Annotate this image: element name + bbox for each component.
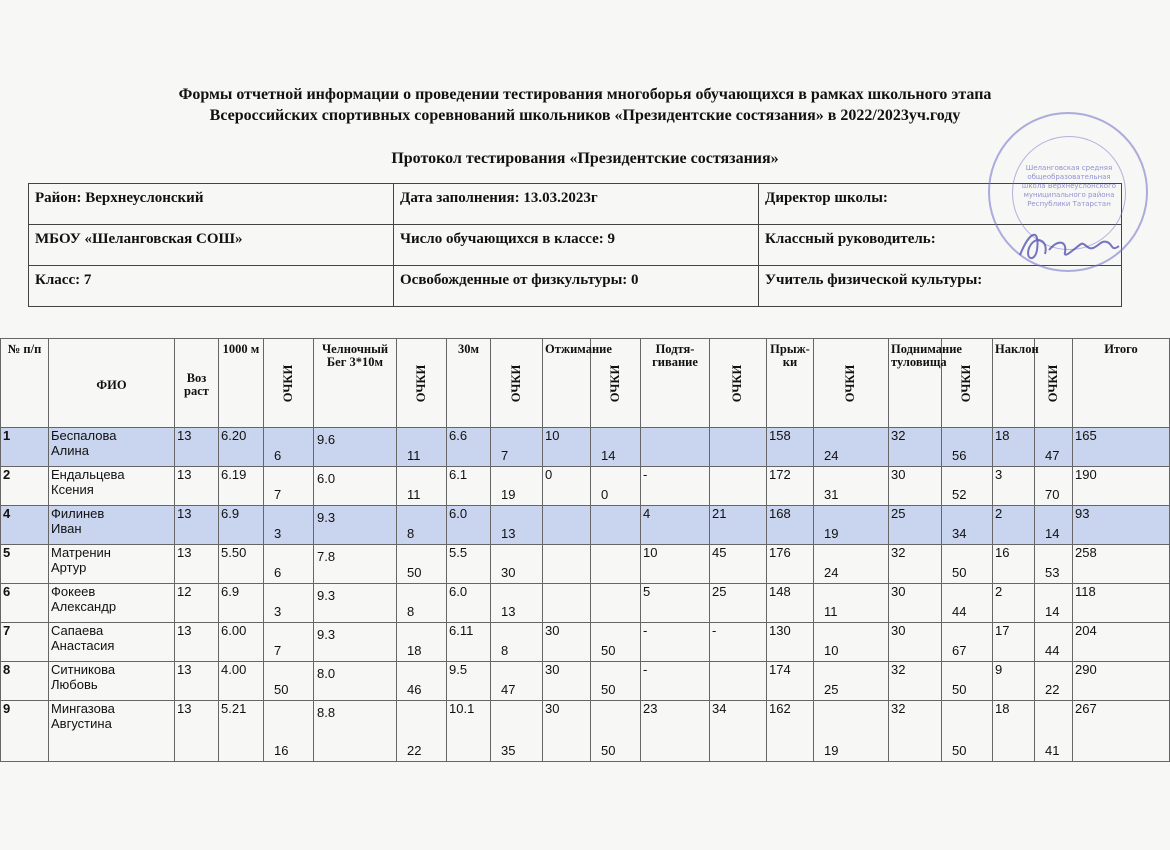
header-situps: Поднимание туловища [889, 339, 942, 428]
cell-value: 56 [952, 448, 967, 463]
cell-bend: 17 [993, 623, 1035, 662]
header-points: ОЧКИ [591, 339, 641, 428]
cell-push [543, 584, 591, 623]
header-fio: ФИО [49, 339, 175, 428]
cell-pshuttle [397, 545, 447, 584]
cell-pbend [1035, 506, 1073, 545]
cell-pull: 23 [641, 701, 710, 762]
cell-sit: 30 [889, 584, 942, 623]
director-cell: Директор школы: [759, 184, 1122, 225]
cell-r30: 10.1 [447, 701, 491, 762]
cell-p1000 [264, 467, 314, 506]
cell-r1000: 6.19 [219, 467, 264, 506]
cell-age: 13 [175, 545, 219, 584]
cell-pshuttle [397, 662, 447, 701]
cell-value: 50 [601, 743, 616, 758]
cell-sit: 32 [889, 662, 942, 701]
cell-age: 13 [175, 662, 219, 701]
fio-name: Ксения [51, 482, 94, 497]
cell-bend: 9 [993, 662, 1035, 701]
cell-jump: 148 [767, 584, 814, 623]
cell-value: 9.3 [317, 588, 336, 603]
title-line-2: Всероссийских спортивных соревнований школьников «Президентские состязания» в 2022/2023уч.году [209, 107, 961, 124]
cell-n: 4 [1, 506, 49, 545]
cell-shuttle [314, 584, 397, 623]
cell-value: 14 [601, 448, 616, 463]
cell-p30 [491, 662, 543, 701]
cell-psit [942, 701, 993, 762]
cell-pshuttle [397, 506, 447, 545]
cell-p1000 [264, 428, 314, 467]
cell-pull: 5 [641, 584, 710, 623]
cell-value: 30 [501, 565, 516, 580]
cell-ppush [591, 623, 641, 662]
cell-sit: 32 [889, 428, 942, 467]
header-pullups: Подтя-гивание [641, 339, 710, 428]
cell-shuttle [314, 662, 397, 701]
cell-p30 [491, 428, 543, 467]
cell-r30: 6.11 [447, 623, 491, 662]
cell-p1000 [264, 584, 314, 623]
info-table [28, 183, 1122, 307]
students-cell: Число обучающихся в классе: 9 [394, 225, 759, 266]
header-points: ОЧКИ [1035, 339, 1073, 428]
class-cell: Класс: 7 [29, 266, 394, 307]
cell-value: 9.3 [317, 510, 336, 525]
cell-pbend [1035, 623, 1073, 662]
cell-value: 50 [601, 682, 616, 697]
cell-value: 50 [601, 643, 616, 658]
cell-ppush [591, 701, 641, 762]
cell-total: 190 [1073, 467, 1170, 506]
cell-ppull: 34 [710, 701, 767, 762]
cell-fio [49, 467, 175, 506]
cell-value: 8.0 [317, 666, 336, 681]
cell-value: 7.8 [317, 549, 336, 564]
cell-bend: 18 [993, 701, 1035, 762]
cell-pjump [814, 545, 889, 584]
cell-value: 24 [824, 448, 839, 463]
cell-value: 41 [1045, 743, 1060, 758]
cell-value: 35 [501, 743, 516, 758]
table-row [1, 506, 1170, 545]
school-cell: МБОУ «Шеланговская СОШ» [29, 225, 394, 266]
cell-value: 50 [952, 682, 967, 697]
cell-value: 6 [274, 565, 282, 580]
cell-ppush [591, 584, 641, 623]
cell-value: 10 [824, 643, 839, 658]
fio-surname: Ендальцева [51, 467, 125, 482]
cell-pull: 4 [641, 506, 710, 545]
cell-bend: 2 [993, 584, 1035, 623]
protocol-title: Протокол тестирования «Президентские состязания» [391, 150, 779, 167]
header-jump: Прыж-ки [767, 339, 814, 428]
cell-ppush [591, 467, 641, 506]
cell-value: 19 [824, 526, 839, 541]
results-table [0, 338, 1170, 762]
cell-p1000 [264, 623, 314, 662]
cell-total: 204 [1073, 623, 1170, 662]
cell-ppush [591, 428, 641, 467]
cell-pjump [814, 506, 889, 545]
cell-push: 30 [543, 623, 591, 662]
header-points: ОЧКИ [264, 339, 314, 428]
cell-fio [49, 428, 175, 467]
cell-jump: 174 [767, 662, 814, 701]
cell-p1000 [264, 701, 314, 762]
cell-p30 [491, 506, 543, 545]
cell-ppush [591, 506, 641, 545]
header-age: Воз раст [175, 339, 219, 428]
cell-value: 9.6 [317, 432, 336, 447]
cell-jump: 130 [767, 623, 814, 662]
cell-ppull: 21 [710, 506, 767, 545]
cell-value: 19 [501, 487, 516, 502]
cell-p30 [491, 584, 543, 623]
cell-total: 165 [1073, 428, 1170, 467]
cell-value: 47 [501, 682, 516, 697]
cell-value: 8.8 [317, 705, 336, 720]
cell-psit [942, 662, 993, 701]
cell-value: 3 [274, 604, 282, 619]
class-teacher-cell: Классный руководитель: [759, 225, 1122, 266]
cell-value: 11 [407, 448, 421, 463]
cell-sit: 32 [889, 545, 942, 584]
cell-ppush [591, 545, 641, 584]
cell-value: 7 [501, 448, 509, 463]
cell-value: 8 [407, 526, 415, 541]
cell-psit [942, 623, 993, 662]
header-points: ОЧКИ [397, 339, 447, 428]
cell-pjump [814, 428, 889, 467]
district-cell: Район: Верхнеуслонский [29, 184, 394, 225]
fio-surname: Фокеев [51, 584, 96, 599]
cell-age: 13 [175, 623, 219, 662]
cell-n: 6 [1, 584, 49, 623]
header-n: № п/п [1, 339, 49, 428]
fio-surname: Сапаева [51, 623, 104, 638]
fio-name: Александр [51, 599, 117, 614]
header-pushups: Отжимание [543, 339, 591, 428]
cell-pjump [814, 701, 889, 762]
cell-value: 8 [501, 643, 509, 658]
cell-r1000: 5.21 [219, 701, 264, 762]
cell-push [543, 545, 591, 584]
cell-p30 [491, 701, 543, 762]
cell-pshuttle [397, 584, 447, 623]
cell-r1000: 5.50 [219, 545, 264, 584]
cell-value: 13 [501, 604, 516, 619]
cell-value: 44 [952, 604, 967, 619]
cell-value: 11 [407, 487, 421, 502]
cell-ppull [710, 428, 767, 467]
fio-surname: Филинев [51, 506, 105, 521]
cell-ppull [710, 662, 767, 701]
cell-r30: 6.0 [447, 506, 491, 545]
fio-surname: Ситникова [51, 662, 116, 677]
cell-value: 31 [824, 487, 839, 502]
cell-pull: 10 [641, 545, 710, 584]
cell-p1000 [264, 545, 314, 584]
cell-jump: 176 [767, 545, 814, 584]
cell-pjump [814, 662, 889, 701]
cell-value: 0 [601, 487, 609, 502]
cell-pbend [1035, 467, 1073, 506]
cell-ppush [591, 662, 641, 701]
cell-p30 [491, 545, 543, 584]
cell-pbend [1035, 428, 1073, 467]
cell-value: 25 [824, 682, 839, 697]
cell-psit [942, 428, 993, 467]
cell-push: 0 [543, 467, 591, 506]
cell-r30: 9.5 [447, 662, 491, 701]
cell-value: 19 [824, 743, 839, 758]
header-1000m: 1000 м [219, 339, 264, 428]
fio-surname: Беспалова [51, 428, 117, 443]
cell-jump: 168 [767, 506, 814, 545]
table-row [1, 623, 1170, 662]
cell-sit: 30 [889, 467, 942, 506]
fio-surname: Матренин [51, 545, 111, 560]
cell-total: 290 [1073, 662, 1170, 701]
cell-r1000: 6.9 [219, 584, 264, 623]
cell-push: 30 [543, 662, 591, 701]
cell-shuttle [314, 467, 397, 506]
table-row [1, 701, 1170, 762]
cell-value: 7 [274, 643, 282, 658]
cell-value: 6.0 [317, 471, 336, 486]
cell-age: 13 [175, 467, 219, 506]
header-points: ОЧКИ [942, 339, 993, 428]
cell-pbend [1035, 545, 1073, 584]
header-30m: 30м [447, 339, 491, 428]
cell-p30 [491, 467, 543, 506]
cell-psit [942, 506, 993, 545]
cell-value: 6 [274, 448, 282, 463]
cell-push: 10 [543, 428, 591, 467]
cell-pbend [1035, 701, 1073, 762]
cell-bend: 16 [993, 545, 1035, 584]
cell-p1000 [264, 506, 314, 545]
cell-pjump [814, 623, 889, 662]
cell-pshuttle [397, 428, 447, 467]
cell-sit: 32 [889, 701, 942, 762]
fio-name: Августина [51, 716, 112, 731]
cell-value: 16 [274, 743, 289, 758]
cell-value: 50 [274, 682, 289, 697]
cell-n: 5 [1, 545, 49, 584]
cell-r1000: 6.9 [219, 506, 264, 545]
cell-shuttle [314, 428, 397, 467]
cell-value: 3 [274, 526, 282, 541]
cell-ppull [710, 467, 767, 506]
cell-pull: - [641, 467, 710, 506]
cell-push: 30 [543, 701, 591, 762]
cell-fio [49, 623, 175, 662]
cell-value: 47 [1045, 448, 1060, 463]
cell-value: 18 [407, 643, 422, 658]
cell-fio [49, 662, 175, 701]
cell-bend: 2 [993, 506, 1035, 545]
cell-value: 9.3 [317, 627, 336, 642]
cell-jump: 162 [767, 701, 814, 762]
cell-n: 8 [1, 662, 49, 701]
cell-total: 118 [1073, 584, 1170, 623]
exempt-cell: Освобожденные от физкультуры: 0 [394, 266, 759, 307]
cell-jump: 158 [767, 428, 814, 467]
cell-push [543, 506, 591, 545]
cell-value: 53 [1045, 565, 1060, 580]
date-cell: Дата заполнения: 13.03.2023г [394, 184, 759, 225]
cell-n: 9 [1, 701, 49, 762]
cell-n: 1 [1, 428, 49, 467]
cell-value: 7 [274, 487, 282, 502]
cell-ppull: 25 [710, 584, 767, 623]
cell-value: 14 [1045, 604, 1060, 619]
cell-r30: 6.6 [447, 428, 491, 467]
header-points: ОЧКИ [814, 339, 889, 428]
cell-value: 8 [407, 604, 415, 619]
cell-pshuttle [397, 701, 447, 762]
table-row [1, 467, 1170, 506]
title-line-1: Формы отчетной информации о проведении тестирования многоборья обучающихся в рамках школьного этапа [178, 86, 992, 103]
fio-name: Анастасия [51, 638, 115, 653]
cell-value: 44 [1045, 643, 1060, 658]
stamp-text: Шеланговская средняя общеобразовательная школа Верхнеуслонского муниципального района Республики Татарстан [1021, 164, 1117, 208]
signature [1015, 220, 1125, 270]
cell-r30: 6.0 [447, 584, 491, 623]
cell-bend: 3 [993, 467, 1035, 506]
cell-pjump [814, 584, 889, 623]
cell-pbend [1035, 662, 1073, 701]
cell-sit: 25 [889, 506, 942, 545]
cell-shuttle [314, 701, 397, 762]
cell-value: 50 [952, 743, 967, 758]
cell-value: 50 [407, 565, 422, 580]
fio-surname: Мингазова [51, 701, 115, 716]
cell-fio [49, 506, 175, 545]
table-row [1, 662, 1170, 701]
cell-ppull: - [710, 623, 767, 662]
cell-value: 34 [952, 526, 967, 541]
cell-psit [942, 467, 993, 506]
cell-total: 93 [1073, 506, 1170, 545]
cell-shuttle [314, 545, 397, 584]
cell-r1000: 6.20 [219, 428, 264, 467]
cell-n: 7 [1, 623, 49, 662]
cell-pbend [1035, 584, 1073, 623]
cell-fio [49, 545, 175, 584]
header-total: Итого [1073, 339, 1170, 428]
cell-age: 13 [175, 506, 219, 545]
cell-ppull: 45 [710, 545, 767, 584]
cell-value: 14 [1045, 526, 1060, 541]
cell-p1000 [264, 662, 314, 701]
cell-age: 12 [175, 584, 219, 623]
cell-shuttle [314, 623, 397, 662]
cell-pull [641, 428, 710, 467]
cell-r1000: 6.00 [219, 623, 264, 662]
cell-n: 2 [1, 467, 49, 506]
cell-pjump [814, 467, 889, 506]
cell-jump: 172 [767, 467, 814, 506]
cell-value: 46 [407, 682, 422, 697]
cell-value: 11 [824, 604, 838, 619]
cell-shuttle [314, 506, 397, 545]
cell-pshuttle [397, 623, 447, 662]
cell-total: 258 [1073, 545, 1170, 584]
cell-fio [49, 584, 175, 623]
cell-value: 67 [952, 643, 967, 658]
cell-pull: - [641, 662, 710, 701]
cell-r1000: 4.00 [219, 662, 264, 701]
cell-psit [942, 545, 993, 584]
cell-age: 13 [175, 428, 219, 467]
cell-r30: 5.5 [447, 545, 491, 584]
header-bend: Наклон [993, 339, 1035, 428]
cell-pshuttle [397, 467, 447, 506]
header-points: ОЧКИ [491, 339, 543, 428]
cell-age: 13 [175, 701, 219, 762]
table-row [1, 545, 1170, 584]
cell-value: 52 [952, 487, 967, 502]
cell-value: 22 [1045, 682, 1060, 697]
pe-teacher-cell: Учитель физической культуры: [759, 266, 1122, 307]
cell-total: 267 [1073, 701, 1170, 762]
cell-value: 13 [501, 526, 516, 541]
fio-name: Иван [51, 521, 82, 536]
cell-value: 50 [952, 565, 967, 580]
cell-bend: 18 [993, 428, 1035, 467]
fio-name: Алина [51, 443, 89, 458]
cell-sit: 30 [889, 623, 942, 662]
cell-value: 70 [1045, 487, 1060, 502]
table-row [1, 428, 1170, 467]
cell-fio [49, 701, 175, 762]
header-shuttle: Челночный Бег 3*10м [314, 339, 397, 428]
cell-psit [942, 584, 993, 623]
cell-pull: - [641, 623, 710, 662]
cell-value: 22 [407, 743, 422, 758]
cell-value: 24 [824, 565, 839, 580]
table-row [1, 584, 1170, 623]
cell-r30: 6.1 [447, 467, 491, 506]
cell-p30 [491, 623, 543, 662]
fio-name: Любовь [51, 677, 98, 692]
fio-name: Артур [51, 560, 87, 575]
header-points: ОЧКИ [710, 339, 767, 428]
